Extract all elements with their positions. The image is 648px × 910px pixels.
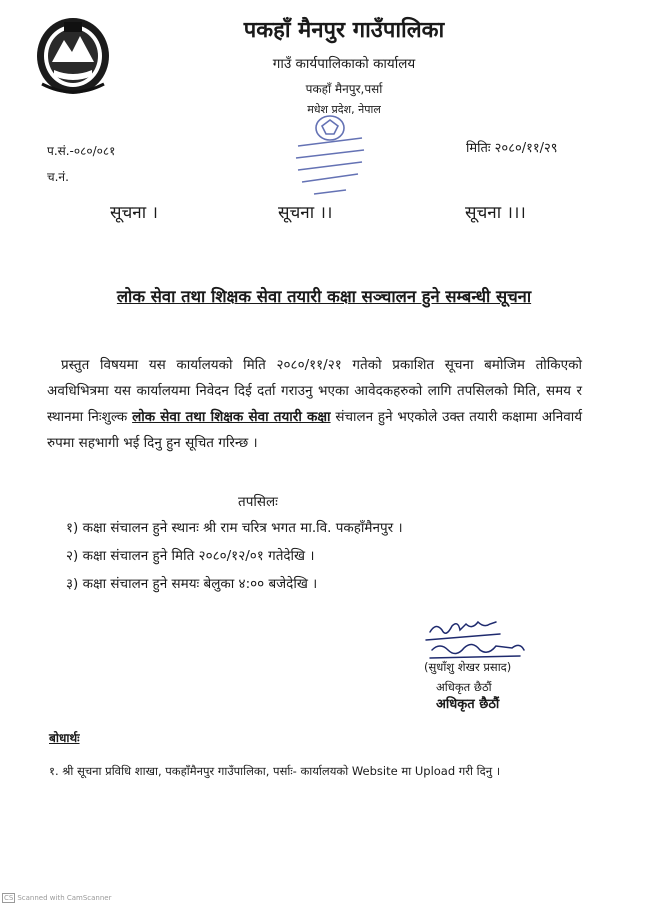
issue-date: मितिः २०८०/११/२९: [466, 141, 558, 156]
body-emphasis: लोक सेवा तथा शिक्षक सेवा तयारी कक्षा: [132, 409, 331, 425]
handwritten-signature: [420, 618, 530, 664]
office-stamp: [282, 112, 378, 204]
body-text-part2: संचालन हुने भएकोले उक्त तयारी कक्षामा अनिवार्य रुपमा सहभागी भई दिनु हुन सूचित गरिन्छ ।: [47, 409, 583, 451]
notice-word-1: सूचना ।: [110, 203, 158, 223]
detail-item-date: २) कक्षा संचालन हुने मिति २०८०/१२/०१ गतेदेखि ।: [66, 548, 315, 564]
notice-word-3: सूचना ।।।: [465, 203, 526, 223]
body-text-part1: प्रस्तुत विषयमा यस कार्यालयको मिति २०८०/११/२१ गतेको प्रकाशित सूचना बमोजिम तोकिएको अवधिभित्रमा यस कार्यालयमा निवेदन दिई दर्ता गराउनु भएका आवेदकहरुको लागि तपसिलको मिति, समय र स्थानमा निःशुल्क: [47, 357, 582, 425]
notice-word-2: सूचना ।।: [278, 203, 333, 223]
office-name: गाउँ कार्यपालिकाको कार्यालय: [272, 56, 416, 72]
scanner-watermark: [2, 893, 112, 903]
notice-body: [47, 352, 582, 456]
cc-item: १. श्री सूचना प्रविधि शाखा, पकहाँमैनपुर गाउँपालिका, पर्साः- कार्यालयको Website मा Upload गरी दिनु ।: [49, 764, 501, 778]
camscanner-logo-icon: CS: [4, 894, 14, 902]
details-label: तपसिलः: [238, 494, 278, 510]
dispatch-number: च.नं.: [47, 170, 69, 184]
detail-item-time: ३) कक्षा संचालन हुने समयः बेलुका ४:०० बजेदेखि ।: [66, 576, 318, 592]
scanner-label: Scanned with CamScanner: [17, 894, 112, 902]
municipality-title: पकहाँ मैनपुर गाउँपालिका: [243, 18, 445, 43]
reference-number: प.सं.-०८०/०८१: [47, 144, 116, 158]
office-address: पकहाँ मैनपुर,पर्सा: [305, 82, 383, 96]
notice-subject: लोक सेवा तथा शिक्षक सेवा तयारी कक्षा सञ्चालन हुने सम्बन्धी सूचना: [116, 287, 532, 306]
signatory-post-handwritten: अधिकृत छैठौं: [436, 680, 492, 694]
cc-title: बोधार्थः: [49, 731, 80, 745]
detail-item-venue: १) कक्षा संचालन हुने स्थानः श्री राम चरित्र भगत मा.वि. पकहाँमैनपुर ।: [66, 520, 403, 536]
signatory-name: (सुधाँशु शेखर प्रसाद): [424, 660, 512, 674]
office-province: मधेश प्रदेश, नेपाल: [307, 103, 381, 116]
signatory-post: अधिकृत छैठौं: [436, 697, 500, 712]
